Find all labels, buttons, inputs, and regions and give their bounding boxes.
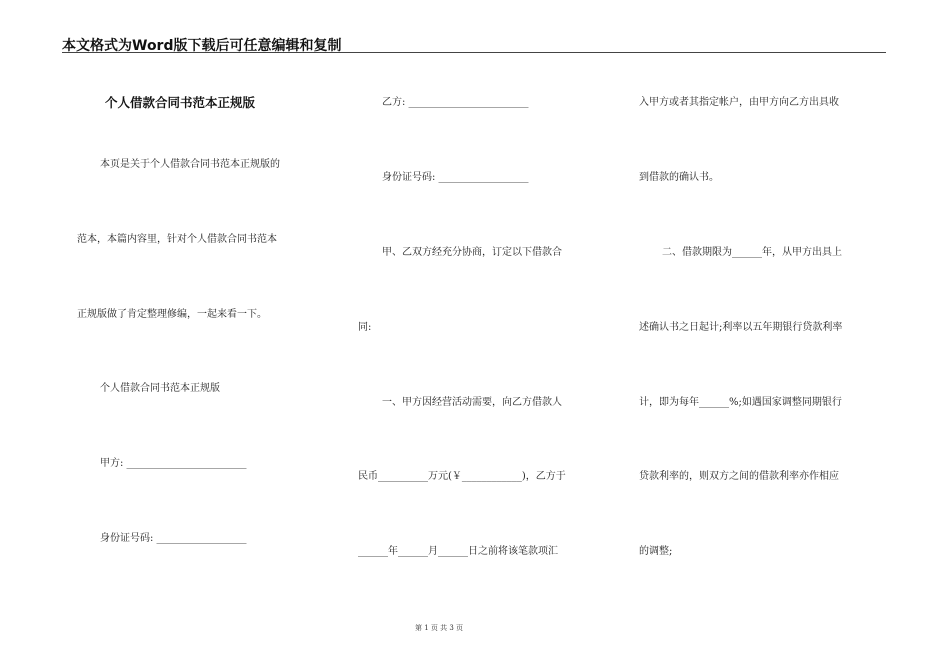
- party-b-id-field: 身份证号码: __________________: [382, 172, 529, 183]
- paragraph-line: 个人借款合同书范本正规版: [100, 383, 220, 394]
- paragraph-line: 到借款的确认书。: [639, 172, 719, 183]
- party-a-id-field: 身份证号码: __________________: [100, 533, 247, 544]
- paragraph-line: 二、借款期限为______年，从甲方出具上: [662, 247, 842, 258]
- paragraph-line: 正规版做了肯定整理修编，一起来看一下。: [77, 309, 267, 320]
- paragraph-line: 贷款利率的，则双方之间的借款利率亦作相应: [639, 471, 839, 482]
- page-footer: 第 1 页 共 3 页: [415, 624, 464, 632]
- paragraph-line: 范本，本篇内容里，针对个人借款合同书范本: [77, 234, 277, 245]
- paragraph-line: 民币__________万元(￥____________)，乙方于: [358, 471, 566, 482]
- party-b-field: 乙方: ________________________: [382, 97, 529, 108]
- document-title: 个人借款合同书范本正规版: [105, 95, 256, 110]
- header-rule: [62, 52, 886, 53]
- paragraph-line: 入甲方或者其指定帐户，由甲方向乙方出具收: [639, 97, 839, 108]
- paragraph-line: 甲、乙双方经充分协商，订定以下借款合: [382, 247, 562, 258]
- paragraph-line: 同:: [358, 322, 372, 333]
- paragraph-line: 计，即为每年______%;如遇国家调整同期银行: [639, 397, 842, 408]
- header-title: 本文格式为Word版下载后可任意编辑和复制: [62, 38, 342, 54]
- party-a-field: 甲方: ________________________: [100, 458, 247, 469]
- paragraph-line: 述确认书之日起计;利率以五年期银行贷款利率: [639, 322, 843, 333]
- paragraph-line: 的调整;: [639, 546, 673, 557]
- paragraph-line: 本页是关于个人借款合同书范本正规版的: [100, 159, 280, 170]
- paragraph-line: ______年______月______日之前将该笔款项汇: [358, 546, 558, 557]
- paragraph-line: 一、甲方因经营活动需要，向乙方借款人: [382, 397, 562, 408]
